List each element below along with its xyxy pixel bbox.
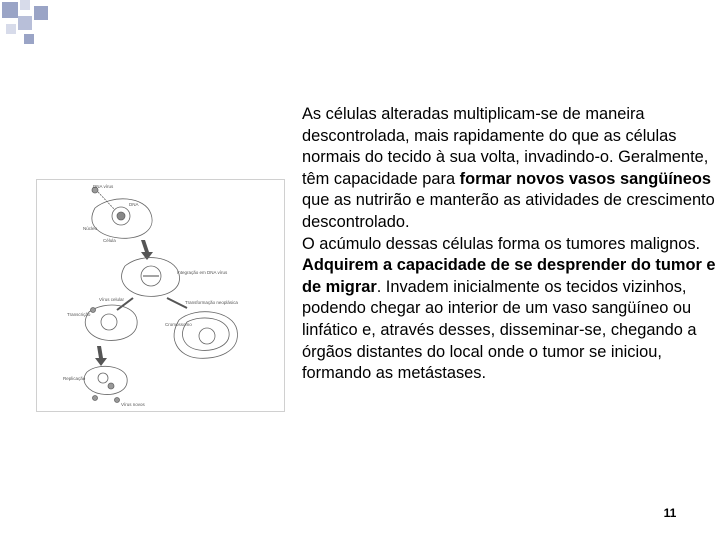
arrow-down-icon	[141, 240, 153, 260]
decor-square	[18, 16, 32, 30]
virus-transformation-diagram	[36, 179, 285, 412]
cell-new-virus-stage	[84, 366, 127, 402]
label-transformacao: Transformação neoplásica	[185, 300, 238, 305]
arrow-down-icon	[95, 346, 107, 366]
decor-square	[20, 0, 30, 10]
cell-replication-stage	[85, 305, 137, 340]
paragraph-metastasis-text: . Invadem inicialmente os tecidos vizinhos, podendo chegar ao interior de um vaso sangüíneo ou linfático e, através desses, disseminar-se, chegando a órgãos distantes do local onde o tumor se iniciou, formando as metástases.	[302, 277, 697, 383]
label-transcricao: Transcrição	[67, 312, 91, 317]
slide-body-text	[302, 104, 716, 385]
corner-decoration	[0, 0, 60, 50]
cell-infection-stage	[92, 187, 152, 238]
cell-integration-stage	[122, 258, 180, 297]
label-dna-virus: DNA vírus	[93, 184, 114, 189]
label-dna: DNA	[129, 202, 139, 207]
diagram-illustration	[37, 180, 284, 411]
label-integracao: Integração em DNA vírus	[177, 270, 228, 275]
label-virus-celular: Vírus celular	[99, 297, 125, 302]
label-nucleo: Núcleo	[83, 226, 98, 231]
paragraph-metastasis	[302, 255, 716, 385]
label-replicacao: Replicação	[63, 376, 86, 381]
page-number: 11	[663, 506, 677, 520]
decor-square	[6, 24, 16, 34]
label-cromossomo: Cromossomo	[165, 322, 192, 327]
paragraph-growth-text: As células alteradas multiplicam-se de maneira descontrolada, mais rapidamente do que as células normais do tecido à sua volta, invadindo-o. Geralmente, têm capacidade para	[302, 105, 709, 188]
paragraph-growth	[302, 104, 716, 234]
decor-square	[2, 2, 18, 18]
cell-transformation-stage	[174, 312, 237, 359]
label-celula: Célula	[103, 238, 116, 243]
paragraph-growth-bold: formar novos vasos sangüíneos	[459, 169, 712, 188]
decor-square	[34, 6, 48, 20]
paragraph-tumors: O acúmulo dessas células forma os tumores malignos.	[302, 234, 701, 253]
label-virus-novos: Vírus novos	[121, 402, 145, 407]
paragraph-metastasis-bold: Adquirem a capacidade de se desprender do tumor e de migrar	[302, 256, 716, 296]
arrow-right-icon	[167, 298, 187, 308]
paragraph-growth-end: que as nutrirão e manterão as atividades de crescimento descontrolado.	[302, 191, 715, 231]
decor-square	[24, 34, 34, 44]
